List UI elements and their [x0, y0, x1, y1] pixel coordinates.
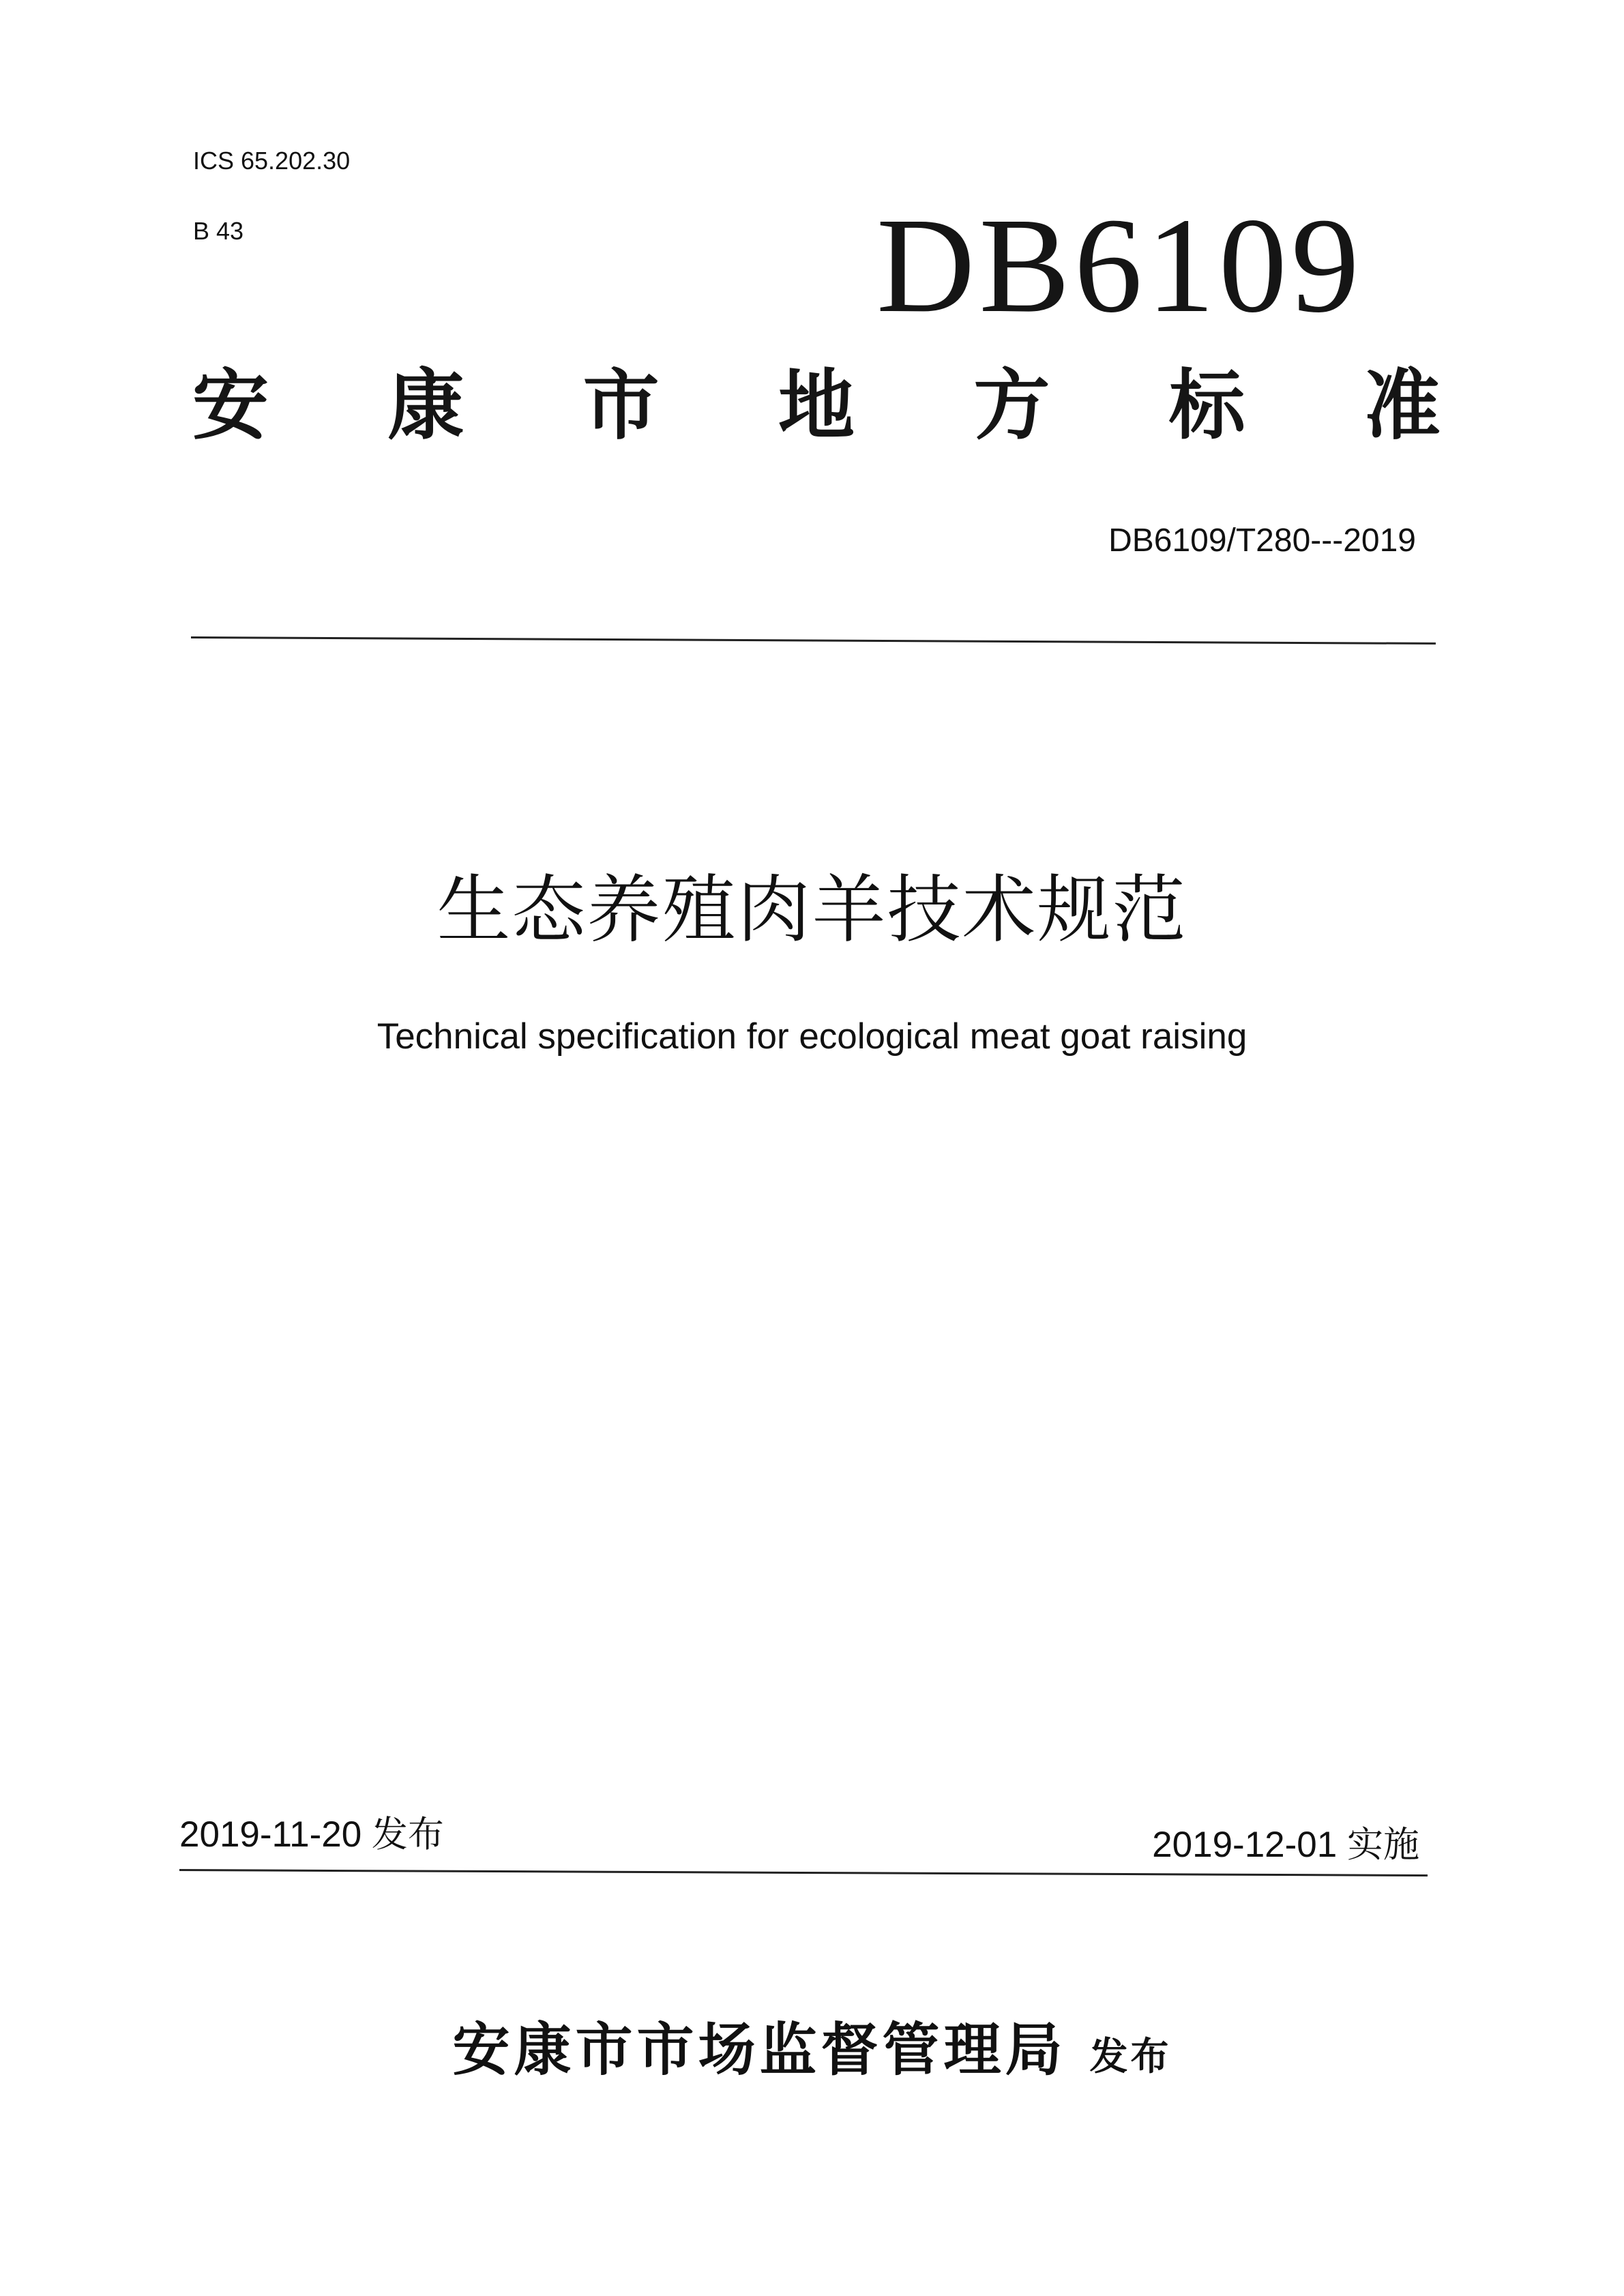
publish-label: 发布 [1089, 2035, 1172, 2079]
footer-divider [179, 1869, 1428, 1876]
ics-code: ICS 65.202.30 [193, 147, 351, 175]
document-title-chinese: 生态养殖肉羊技术规范 [437, 868, 1187, 953]
standard-type-char: 地 [778, 362, 855, 450]
implementation-date: 2019-12-01 实施 [1152, 1825, 1419, 1865]
standard-type-char: 安 [192, 362, 269, 450]
document-title-english: Technical specification for ecological meat goat raising [377, 1016, 1247, 1057]
standard-type-char: 方 [973, 362, 1050, 450]
standard-type-char: 标 [1168, 362, 1245, 450]
standard-number: DB6109/T280---2019 [1108, 523, 1416, 559]
standard-type-char: 准 [1363, 362, 1441, 450]
standard-type-heading [192, 362, 1441, 450]
publisher-line [0, 2012, 1624, 2095]
issue-date: 2019-11-20 发布 [179, 1814, 444, 1855]
classification-code: B 43 [193, 217, 244, 245]
header-divider [191, 636, 1436, 645]
standard-type-char: 市 [582, 362, 660, 450]
publisher-name: 安康市市场监督管理局 [452, 2016, 1067, 2083]
standard-type-char: 康 [387, 362, 464, 450]
standard-code-large: DB6109 [876, 190, 1363, 341]
